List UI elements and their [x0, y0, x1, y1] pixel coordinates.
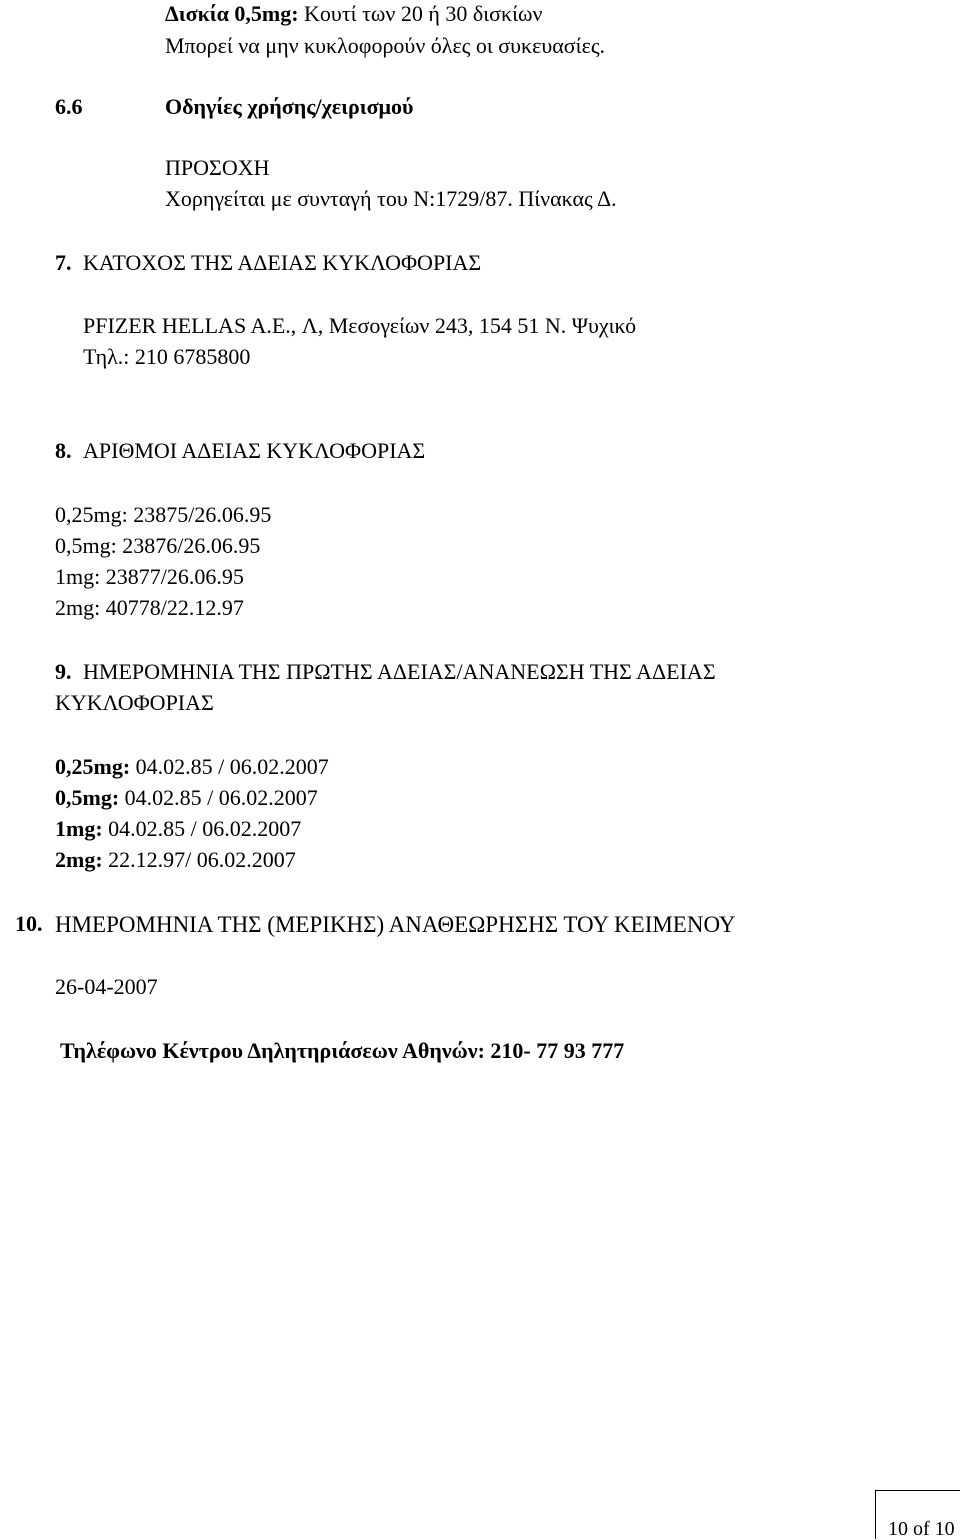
pack-text: Κουτί των 20 ή 30 δισκίων: [298, 1, 543, 26]
section-9-number: 9.: [55, 659, 72, 684]
license-number-item: 0,25mg: 23875/26.06.95: [55, 502, 272, 527]
holder-address: PFIZER HELLAS A.E., Λ, Μεσογείων 243, 154 51 Ν. Ψυχικό: [83, 313, 637, 338]
authorisation-date-item: 2mg: 22.12.97/ 06.02.2007: [55, 847, 296, 872]
section-10-number: 10.: [15, 911, 43, 936]
pack-note: Μπορεί να μην κυκλοφορούν όλες οι συκευασίες.: [165, 33, 606, 58]
pack-line: [165, 3, 542, 25]
section-6-6-number: 6.6: [55, 94, 83, 119]
section-8-title: ΑΡΙΘΜΟΙ ΑΔΕΙΑΣ ΚΥΚΛΟΦΟΡΙΑΣ: [83, 438, 426, 463]
section-8-number: 8.: [55, 438, 72, 463]
authorisation-date-item: 1mg: 04.02.85 / 06.02.2007: [55, 816, 302, 841]
section-9-title-line2: ΚΥΚΛΟΦΟΡΙΑΣ: [55, 690, 214, 715]
page-number: 10 of 10: [888, 1518, 955, 1540]
authorisation-date-item: 0,5mg: 04.02.85 / 06.02.2007: [55, 785, 318, 810]
section-6-6-title: Οδηγίες χρήσης/χειρισμού: [165, 94, 414, 119]
section-10-title: ΗΜΕΡΟΜΗΝΙΑ ΤΗΣ (ΜΕΡΙΚΗΣ) ΑΝΑΘΕΩΡΗΣΗΣ ΤΟΥ ΚΕΙΜΕΝΟΥ: [55, 912, 736, 937]
caution-heading: ΠΡΟΣΟΧΗ: [165, 155, 270, 180]
caution-text: Χορηγείται με συνταγή του Ν:1729/87. Πίνακας Δ.: [165, 186, 617, 211]
section-9-title-line1: ΗΜΕΡΟΜΗΝΙΑ ΤΗΣ ΠΡΩΤΗΣ ΑΔΕΙΑΣ/ΑΝΑΝΕΩΣΗ ΤΗΣ ΑΔΕΙΑΣ: [83, 659, 716, 684]
poison-center-phone: Τηλέφωνο Κέντρου Δηλητηριάσεων Αθηνών: 210- 77 93 777: [60, 1038, 625, 1063]
holder-phone: Τηλ.: 210 6785800: [83, 344, 251, 369]
section-7-title: ΚΑΤΟΧΟΣ ΤΗΣ ΑΔΕΙΑΣ ΚΥΚΛΟΦΟΡΙΑΣ: [83, 250, 482, 275]
pack-label: Δισκία 0,5mg:: [165, 1, 299, 26]
revision-date: 26-04-2007: [55, 974, 158, 999]
license-number-item: 1mg: 23877/26.06.95: [55, 564, 244, 589]
section-7-number: 7.: [55, 250, 72, 275]
license-number-item: 2mg: 40778/22.12.97: [55, 595, 244, 620]
license-number-item: 0,5mg: 23876/26.06.95: [55, 533, 261, 558]
authorisation-date-item: 0,25mg: 04.02.85 / 06.02.2007: [55, 754, 329, 779]
